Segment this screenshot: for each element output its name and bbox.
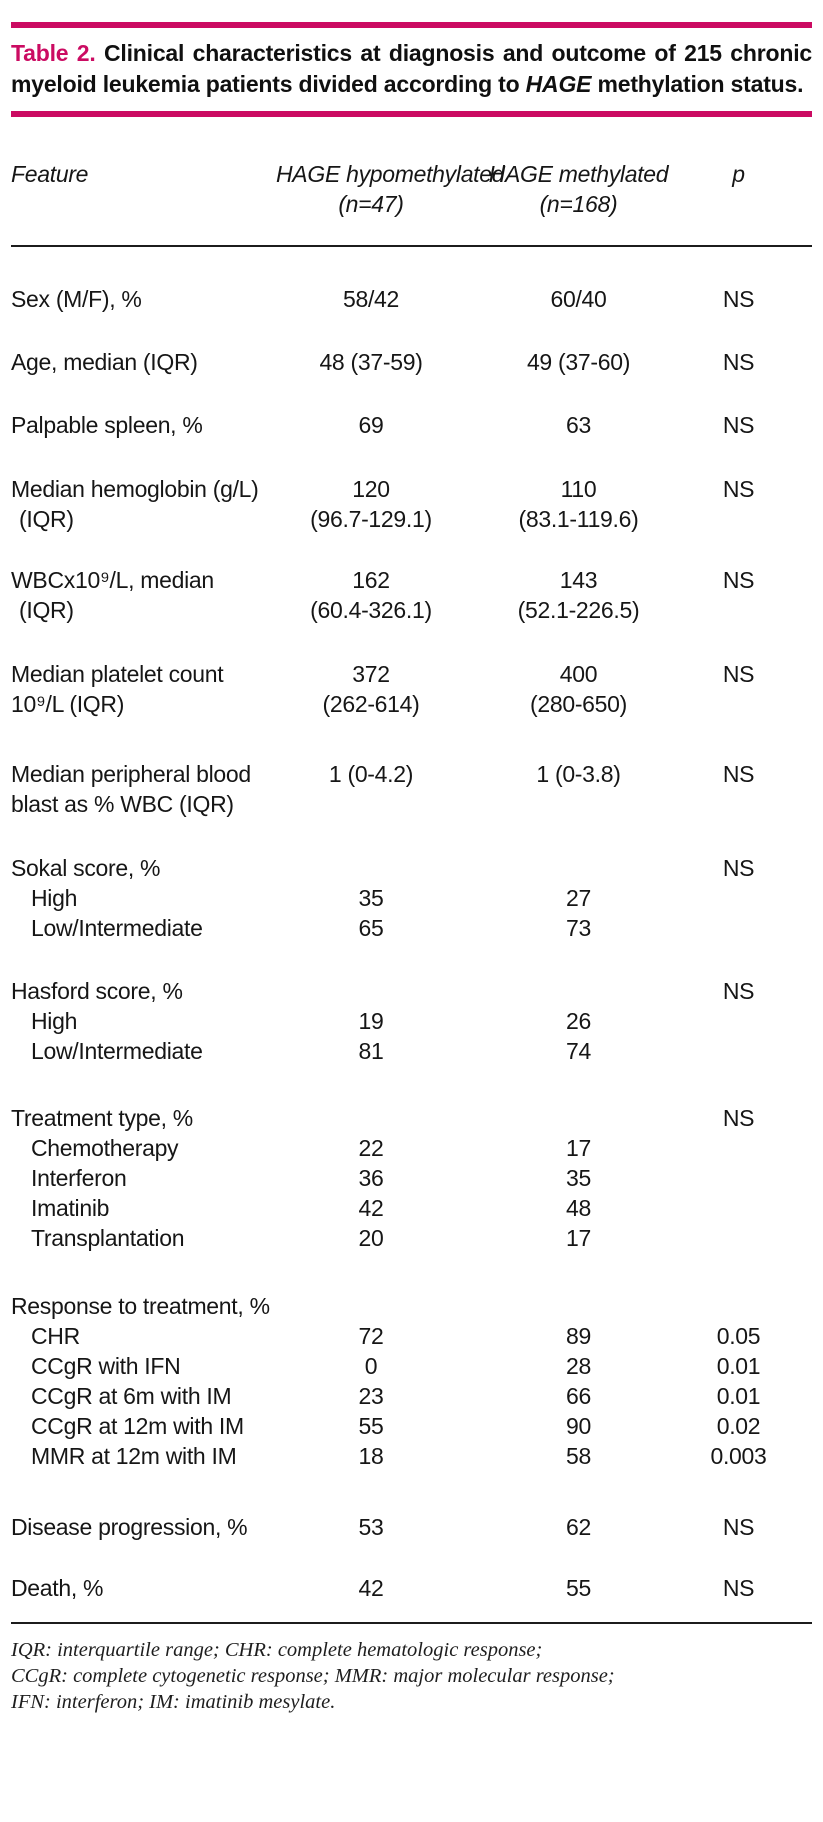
feature-cell: Hasford score, %: [11, 978, 183, 1004]
value-line2: (262-614): [322, 691, 420, 717]
table-row-ccgr-ifn: [11, 1351, 812, 1381]
p-value-cell: [691, 1036, 786, 1066]
column-header-methylated-n: (n=168): [539, 191, 618, 217]
value-cell: 19: [358, 1008, 384, 1034]
table-row-sex: [11, 284, 812, 314]
table-row-death: [11, 1573, 812, 1603]
feature-cell: Response to treatment, %: [11, 1293, 270, 1319]
value-cell: 53: [358, 1514, 384, 1540]
column-header-methylated: [466, 159, 691, 219]
table-caption-gene-name: HAGE: [525, 71, 592, 97]
column-header-p: p: [732, 161, 745, 187]
table-row-hasford-header: [11, 976, 812, 1006]
p-value-cell: [691, 1193, 786, 1223]
value-line1: 110: [560, 476, 597, 502]
value-cell: 48 (37-59): [319, 349, 423, 375]
p-value-cell: [691, 1006, 786, 1036]
value-line1: 372: [352, 661, 390, 687]
value-cell: 0: [364, 1353, 378, 1379]
p-value-cell: NS: [722, 412, 755, 438]
table-row-mmr-12m: [11, 1441, 812, 1471]
value-line1: 120: [352, 476, 390, 502]
feature-line2: (IQR): [19, 597, 74, 623]
value-cell: 17: [566, 1225, 591, 1251]
value-cell: [276, 659, 466, 719]
feature-cell: [11, 759, 276, 819]
value-line2: (280-650): [529, 691, 628, 717]
feature-cell: MMR at 12m with IM: [31, 1443, 237, 1469]
value-line1: 143: [559, 567, 598, 593]
feature-cell: Palpable spleen, %: [11, 412, 203, 438]
table-body: [11, 247, 812, 1603]
accent-rule-under-title: [11, 111, 812, 117]
value-cell: 74: [566, 1038, 591, 1064]
table-caption-label: Table 2.: [11, 40, 96, 66]
p-value-cell: 0.003: [710, 1443, 767, 1469]
value-cell: [276, 853, 466, 883]
feature-cell: CHR: [31, 1323, 80, 1349]
feature-cell: Transplantation: [31, 1225, 185, 1251]
table-row-hasford-low: [11, 1036, 812, 1066]
value-cell: 89: [566, 1323, 591, 1349]
p-value-cell: [691, 1133, 786, 1163]
value-cell: 23: [358, 1383, 384, 1409]
value-cell: [276, 565, 466, 625]
feature-line2: (IQR): [19, 506, 74, 532]
value-cell: 35: [358, 885, 384, 911]
table-row-spleen: [11, 410, 812, 440]
value-cell: 69: [358, 412, 384, 438]
p-value-cell: NS: [722, 978, 755, 1004]
p-value-cell: NS: [722, 286, 755, 312]
p-value-cell: [691, 1291, 786, 1321]
feature-cell: Age, median (IQR): [11, 349, 198, 375]
value-line2: (83.1-119.6): [518, 506, 639, 532]
p-value-cell: NS: [722, 1514, 755, 1540]
footnote: [11, 1637, 812, 1715]
feature-line1: Median platelet count: [11, 661, 224, 687]
column-header-feature: Feature: [11, 161, 89, 187]
value-cell: [466, 1103, 691, 1133]
table-row-ccgr-12m: [11, 1411, 812, 1441]
feature-line2: blast as % WBC (IQR): [11, 791, 234, 817]
table-row-sokal-low: [11, 913, 812, 943]
table-row-imatinib: [11, 1193, 812, 1223]
value-cell: [466, 659, 691, 719]
table-row-ccgr-6m: [11, 1381, 812, 1411]
table-row-wbc: [11, 565, 812, 625]
value-cell: 65: [358, 915, 384, 941]
value-cell: 55: [566, 1575, 591, 1601]
p-value-cell: NS: [722, 476, 755, 502]
value-cell: 42: [358, 1575, 384, 1601]
value-cell: 35: [566, 1165, 591, 1191]
p-value-cell: NS: [722, 1105, 755, 1131]
value-cell: 18: [358, 1443, 384, 1469]
column-header-hypomethylated: [276, 159, 505, 219]
value-line1: 162: [352, 567, 390, 593]
table-row-sokal-high: [11, 883, 812, 913]
p-value-cell: NS: [722, 1575, 755, 1601]
footnote-line: CCgR: complete cytogenetic response; MMR: major molecular response;: [11, 1665, 615, 1687]
feature-line1: Median peripheral blood: [11, 761, 251, 787]
table-row-age: [11, 347, 812, 377]
feature-cell: Sokal score, %: [11, 855, 161, 881]
table-row-platelet: [11, 659, 812, 719]
value-line1: 400: [559, 661, 598, 687]
column-header-hypomethylated-name: HAGE hypomethylated: [276, 161, 505, 187]
table-page: [0, 22, 823, 1715]
table-row-sokal-header: [11, 853, 812, 883]
table-row-chr: [11, 1321, 812, 1351]
value-cell: 62: [566, 1514, 591, 1540]
feature-line1: WBCx10⁹/L, median: [11, 567, 214, 593]
table-row-chemotherapy: [11, 1133, 812, 1163]
feature-line1: Median hemoglobin (g/L): [11, 476, 259, 502]
p-value-cell: 0.02: [716, 1413, 761, 1439]
value-cell: [276, 976, 466, 1006]
column-header-methylated-name: HAGE methylated: [488, 161, 669, 187]
table-caption: [11, 38, 812, 100]
table-row-response-header: [11, 1291, 812, 1321]
feature-cell: CCgR at 6m with IM: [31, 1383, 232, 1409]
value-cell: 27: [566, 885, 591, 911]
value-line2: (60.4-326.1): [310, 597, 432, 623]
feature-cell: [11, 565, 276, 625]
value-cell: 36: [358, 1165, 384, 1191]
p-value-cell: 0.01: [716, 1353, 761, 1379]
feature-cell: [11, 474, 276, 534]
value-cell: 17: [566, 1135, 591, 1161]
value-cell: 81: [358, 1038, 384, 1064]
value-cell: 28: [566, 1353, 591, 1379]
feature-cell: Disease progression, %: [11, 1514, 248, 1540]
value-cell: [466, 474, 691, 534]
feature-line2: 10⁹/L (IQR): [11, 691, 125, 717]
table-row-blast: [11, 759, 812, 819]
p-value-cell: 0.05: [716, 1323, 761, 1349]
p-value-cell: 0.01: [716, 1383, 761, 1409]
feature-cell: Low/Intermediate: [31, 915, 203, 941]
value-cell: [466, 976, 691, 1006]
p-value-cell: [691, 1163, 786, 1193]
value-cell: [466, 1291, 691, 1321]
value-cell: [276, 474, 466, 534]
p-value-cell: NS: [722, 349, 755, 375]
table-row-transplantation: [11, 1223, 812, 1253]
value-cell: [466, 565, 691, 625]
feature-cell: High: [31, 1008, 78, 1034]
feature-cell: CCgR with IFN: [31, 1353, 181, 1379]
value-cell: 1 (0-4.2): [328, 761, 414, 787]
accent-rule-top: [11, 22, 812, 28]
value-cell: 55: [358, 1413, 384, 1439]
value-cell: 63: [566, 412, 591, 438]
value-cell: [276, 1103, 466, 1133]
value-cell: 1 (0-3.8): [536, 761, 621, 787]
value-cell: 60/40: [550, 286, 607, 312]
value-cell: 22: [358, 1135, 384, 1161]
column-header-hypomethylated-n: (n=47): [338, 191, 404, 217]
value-cell: 26: [566, 1008, 591, 1034]
p-value-cell: NS: [722, 567, 755, 593]
table-row-interferon: [11, 1163, 812, 1193]
feature-cell: Imatinib: [31, 1195, 110, 1221]
value-cell: 90: [566, 1413, 591, 1439]
value-cell: 72: [358, 1323, 384, 1349]
feature-cell: Low/Intermediate: [31, 1038, 203, 1064]
table-row-treatment-header: [11, 1103, 812, 1133]
value-cell: 42: [358, 1195, 384, 1221]
p-value-cell: NS: [722, 761, 755, 787]
column-header-row: [11, 159, 812, 219]
feature-cell: Treatment type, %: [11, 1105, 193, 1131]
value-cell: 58/42: [342, 286, 400, 312]
footnote-line: IQR: interquartile range; CHR: complete hematologic response;: [11, 1639, 543, 1661]
value-cell: 48: [566, 1195, 591, 1221]
table-row-hemoglobin: [11, 474, 812, 534]
feature-cell: Chemotherapy: [31, 1135, 179, 1161]
p-value-cell: [691, 883, 786, 913]
table-row-progression: [11, 1512, 812, 1542]
p-value-cell: [691, 913, 786, 943]
p-value-cell: NS: [722, 855, 755, 881]
footer-divider-rule: [11, 1622, 812, 1624]
value-line2: (96.7-129.1): [310, 506, 432, 532]
feature-cell: Interferon: [31, 1165, 127, 1191]
p-value-cell: NS: [722, 661, 755, 687]
value-line2: (52.1-226.5): [517, 597, 640, 623]
footnote-line: IFN: interferon; IM: imatinib mesylate.: [11, 1691, 336, 1713]
table-caption-text: Clinical characteristics at diagnosis and outcome of 215 chronic myeloid leukemia patients divided according to: [11, 40, 812, 97]
value-cell: 58: [566, 1443, 591, 1469]
feature-cell: Death, %: [11, 1575, 104, 1601]
value-cell: [466, 853, 691, 883]
table-row-hasford-high: [11, 1006, 812, 1036]
value-cell: [276, 1291, 466, 1321]
feature-cell: [11, 659, 276, 719]
value-cell: 20: [358, 1225, 384, 1251]
p-value-cell: [691, 1223, 786, 1253]
feature-cell: High: [31, 885, 78, 911]
value-cell: 73: [566, 915, 591, 941]
value-cell: 66: [566, 1383, 591, 1409]
feature-cell: Sex (M/F), %: [11, 286, 142, 312]
table-caption-text-end: methylation status.: [597, 71, 804, 97]
feature-cell: CCgR at 12m with IM: [31, 1413, 244, 1439]
value-cell: 49 (37-60): [526, 349, 631, 375]
